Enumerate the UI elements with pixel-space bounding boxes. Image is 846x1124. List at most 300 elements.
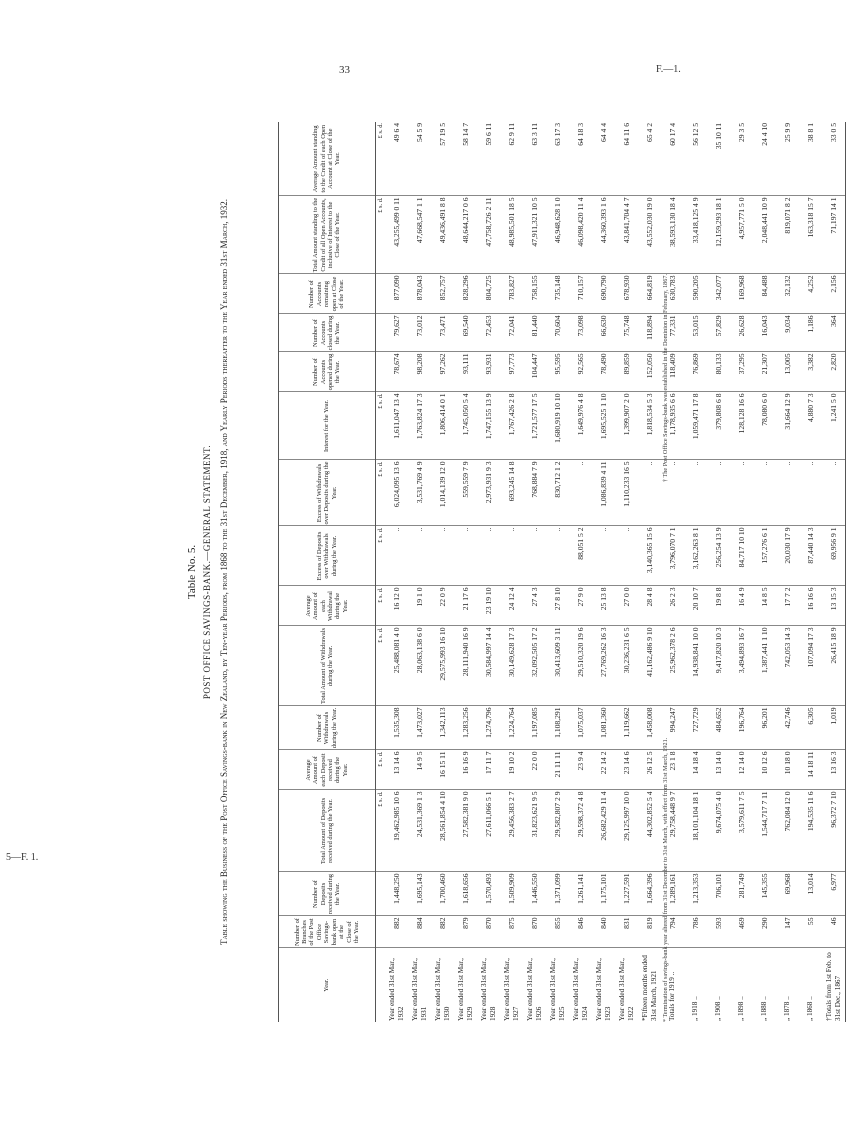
row-year-label: *Fifteen months ended 31st March, 1921 [641,955,658,1021]
footnote-dagger: † The Post Office Savings-bank was established in the Dominion in February, 1867. [662,274,669,482]
table-cell: 29,510,320 19 6 [569,626,592,706]
table-cell: 1,014,139 12 0 [431,460,454,526]
table-row [684,122,707,1022]
table-cell: 25 9 9 [776,122,799,196]
table-cell: 1,611,047 13 4 [385,392,408,460]
table-cell: 84,488 [753,274,776,314]
table-cell: 196,764 [730,706,753,750]
table-cell: 364 [822,314,846,352]
table-cell: 23 9 4 [569,750,592,790]
table-cell: 1,175,101 [592,872,615,916]
table-cell: 73,012 [408,314,431,352]
table-cell: 6,024,095 13 6 [385,460,408,526]
table-row [638,122,661,1022]
table-cell: 1,695,143 [408,872,431,916]
table-cell: 98,208 [408,352,431,392]
table-cell: 26,682,429 11 4 [592,790,615,872]
table-cell: 1,274,796 [477,706,500,750]
table-cell: 71,197 14 1 [822,196,846,274]
table-cell: 9,674,075 4 0 [707,790,730,872]
row-year-label: Year ended 31st Mar., 1930 [434,958,451,1021]
table-cell: 152,050 [638,352,661,392]
table-cell: 1,261,141 [569,872,592,916]
table-row [385,122,408,1022]
table-cell: 79,627 [385,314,408,352]
table-cell: 47,758,726 2 11 [477,196,500,274]
table-cell: 27,611,066 5 1 [477,790,500,872]
table-cell: 1,721,577 17 5 [523,392,546,460]
table-cell: 73,471 [431,314,454,352]
table-cell: 27 4 3 [523,586,546,626]
table-cell: 1,399,907 2 0 [615,392,638,460]
table-cell: 73,098 [569,314,592,352]
table-cell: 630,783 [661,274,684,314]
units-row [376,122,386,1022]
table-cell: 97,262 [431,352,454,392]
table-cell: 33 0 5 [822,122,846,196]
col-header-withdrawals-count: Number of Withdrawals during the Year. [279,706,376,750]
col-header-excess-deposits: Excess of Deposits over Withdrawals during the Year. [279,526,376,586]
table-cell: 17 7 2 [776,586,799,626]
row-year-label: Year ended 31st Mar., 1928 [480,958,497,1021]
table-cell: 1,458,008 [638,706,661,750]
table-cell: 3,140,365 15 6 [638,526,661,586]
table-cell: 593 [707,916,730,948]
col-header-branches: Number of Branches of the Post Office Savings-bank open at the Close of the Year. [279,916,376,948]
table-cell: 42,746 [776,706,799,750]
table-cell: 1,509,909 [500,872,523,916]
table-cell: 10 12 6 [753,750,776,790]
col-header-accounts-opened: Number of Accounts opened during the Year. [279,352,376,392]
table-cell: 3,579,611 7 5 [730,790,753,872]
table-row [615,122,638,1022]
table-row [707,122,730,1022]
table-cell: 1,241 5 0 [822,392,846,460]
row-year-label: †Totals from 1st Feb. to 31st Dec., 1867 [822,948,846,1022]
table-cell: 24 12 4 [500,586,523,626]
row-year-label: „ 1918 .. [691,996,700,1021]
unit-cell [376,948,386,1022]
table-cell: 43,552,030 19 0 [638,196,661,274]
table-cell: 875 [500,916,523,948]
table-cell: 9,034 [776,314,799,352]
table-cell: 118,894 [638,314,661,352]
table-cell: 19 1 0 [408,586,431,626]
table-cell: 78,080 6 0 [753,392,776,460]
table-cell: 57 19 5 [431,122,454,196]
table-cell: .. [408,526,431,586]
table-cell: 559,559 7 9 [454,460,477,526]
table-cell: 57,829 [707,314,730,352]
table-cell: 342,077 [707,274,730,314]
table-cell: 21 17 6 [454,586,477,626]
table-cell: 831 [615,916,638,948]
table-cell: 2,973,931 9 3 [477,460,500,526]
table-cell: 32,132 [776,274,799,314]
footnote-star: * Termination of savings-bank year altered from 31st December to 31st March, with effect from 31st March, 1921. [662,737,669,1022]
row-year-label: Year ended 31st Mar., 1931 [411,958,428,1021]
table-cell: 26,415 18 9 [822,626,846,706]
table-cell: 1,289,161 [661,872,684,916]
table-cell: 1,019 [822,706,846,750]
table-cell: 48,985,501 18 5 [500,196,523,274]
row-year-label: Year ended 31st Mar., 1932 [388,958,405,1021]
table-cell: 24 4 10 [753,122,776,196]
table-cell: 75,748 [615,314,638,352]
table-cell: 13,014 [799,872,822,916]
col-header-accounts-closed: Number of Accounts closed during the Year. [279,314,376,352]
table-row [431,122,454,1022]
unit-cell: £ s. d. [376,460,386,526]
table-cell: 29,575,993 16 10 [431,626,454,706]
table-cell: 870 [477,916,500,948]
unit-cell: £ s. d. [376,196,386,274]
col-header-total-credit: Total Amount standing to the Credit of all Open Accounts, inclusive of Interest to the Close of the Year. [279,196,376,274]
row-year-label: Year ended 31st Mar., 1924 [572,958,589,1021]
column-header-row [279,122,376,1022]
table-cell: 1,680,919 10 10 [546,392,569,460]
table-cell: 27 9 0 [569,586,592,626]
table-cell: 1,763,824 17 3 [408,392,431,460]
table-cell: 65 4 2 [638,122,661,196]
table-cell: 768,884 7 9 [523,460,546,526]
table-heading: POST OFFICE SAVINGS-BANK.—GENERAL STATEMENT. [202,444,212,700]
unit-cell: £ s. d. [376,626,386,706]
table-cell: 29,598,372 4 8 [569,790,592,872]
table-cell: .. [592,526,615,586]
table-cell: 22 0 9 [431,586,454,626]
table-cell: 870 [523,916,546,948]
table-cell: 1,224,764 [500,706,523,750]
table-cell: 29 3 5 [730,122,753,196]
table-cell: 35 10 11 [707,122,730,196]
table-row [753,122,776,1022]
table-cell: 28,111,940 16 9 [454,626,477,706]
table-cell: 30,236,231 6 5 [615,626,638,706]
table-cell: 107,094 17 3 [799,626,822,706]
row-year-label: „ 1908 .. [714,996,723,1021]
table-cell: 379,808 6 8 [707,392,730,460]
table-cell: 27,582,381 9 0 [454,790,477,872]
table-cell: 882 [431,916,454,948]
row-year-label: Totals for 1919 .. [668,971,677,1021]
table-cell: 281,749 [730,872,753,916]
table-cell: 9,417,820 10 3 [707,626,730,706]
table-row [523,122,546,1022]
table-cell: 783,827 [500,274,523,314]
table-cell: 28 4 8 [638,586,661,626]
table-cell: 786 [684,916,707,948]
table-cell: 16 16 9 [454,750,477,790]
table-cell: 21 11 11 [546,750,569,790]
table-cell: 16 15 11 [431,750,454,790]
table-cell: 84,717 10 10 [730,526,753,586]
col-header-accounts-open: Number of Accounts remaining open at Close of the Year. [279,274,376,314]
table-cell: 194,535 11 6 [799,790,822,872]
table-cell: 819,071 8 2 [776,196,799,274]
table-body [385,122,846,1022]
table-cell: 64 18 3 [569,122,592,196]
table-cell: 56 12 5 [684,122,707,196]
table-cell: 44,302,852 5 4 [638,790,661,872]
table-cell: 3,531,769 4 9 [408,460,431,526]
table-cell: .. [454,526,477,586]
table-cell: 78,490 [592,352,615,392]
table-cell: 157,276 6 1 [753,526,776,586]
table-cell: 828,296 [454,274,477,314]
col-header-withdrawal-average: Average Amount of each Withdrawal during the Year. [279,586,376,626]
table-cell: 727,729 [684,706,707,750]
table-cell: 78,674 [385,352,408,392]
table-cell: 66,630 [592,314,615,352]
col-header-interest: Interest for the Year. [279,392,376,460]
table-cell: 63 17 3 [546,122,569,196]
table-cell: 13 15 3 [822,586,846,626]
unit-cell [376,352,386,392]
rotated-table-region [178,122,842,1022]
table-cell: .. [431,526,454,586]
table-cell: 47,911,321 10 5 [523,196,546,274]
table-cell: 30,149,628 17 3 [500,626,523,706]
unit-cell: £ s. d. [376,790,386,872]
page-footer-left-marker: 5—F. 1. [6,852,39,863]
table-cell: 3,494,893 16 7 [730,626,753,706]
table-cell: 53,015 [684,314,707,352]
unit-cell: £ s. d. [376,392,386,460]
table-cell: 735,148 [546,274,569,314]
row-year-label: Year ended 31st Mar., 1926 [526,958,543,1021]
table-cell: 72,041 [500,314,523,352]
table-cell: 994,247 [661,706,684,750]
table-cell: 10 18 0 [776,750,799,790]
col-header-average-credit: Average Amount standing to the Credit of each Open Account at Close of the Year. [279,122,376,196]
table-row [592,122,615,1022]
table-cell: 128,128 16 6 [730,392,753,460]
table-cell: 64 11 6 [615,122,638,196]
unit-cell: £ s. d. [376,586,386,626]
row-year-label: Year ended 31st Mar., 1922 [618,958,635,1021]
table-cell: 16 4 9 [730,586,753,626]
row-year-label: Year ended 31st Mar., 1925 [549,958,566,1021]
table-cell: 43,255,499 0 11 [385,196,408,274]
table-cell: 20 10 7 [684,586,707,626]
table-cell: 3,382 [799,352,822,392]
table-cell: 12,159,293 18 1 [707,196,730,274]
table-cell: 31,823,621 9 5 [523,790,546,872]
table-cell: 879 [454,916,477,948]
table-cell: .. [569,460,592,526]
table-cell: 29,456,383 2 7 [500,790,523,872]
table-cell: .. [385,526,408,586]
table-row [776,122,799,1022]
table-cell: 69,956 9 1 [822,526,846,586]
table-cell: 830,712 1 2 [546,460,569,526]
table-cell: 19,462,985 10 6 [385,790,408,872]
table-cell: 1,745,050 5 4 [454,392,477,460]
table-cell: 14 18 11 [799,750,822,790]
table-cell: 25,488,081 4 0 [385,626,408,706]
table-cell: 33,418,125 4 9 [684,196,707,274]
unit-cell [376,314,386,352]
page-number: 33 [339,64,350,76]
table-cell: .. [776,460,799,526]
table-cell: 1,446,550 [523,872,546,916]
table-cell: 30,584,997 14 4 [477,626,500,706]
table-cell: 1,664,396 [638,872,661,916]
row-year-label: „ 1888 .. [760,996,769,1021]
table-cell: 26 2 3 [661,586,684,626]
table-cell: 70,604 [546,314,569,352]
table-cell: 1,227,591 [615,872,638,916]
table-cell: 23 1 8 [661,750,684,790]
table-row [822,122,846,1022]
table-cell: 27 8 10 [546,586,569,626]
unit-cell: £ s. d. [376,122,386,196]
table-cell: 290 [753,916,776,948]
col-header-deposits-amount: Total Amount of Deposits received during the Year. [279,790,376,872]
table-cell: 87,440 14 3 [799,526,822,586]
table-cell: 24,531,369 1 3 [408,790,431,872]
table-cell: 12 14 0 [730,750,753,790]
table-cell: 804,725 [477,274,500,314]
table-cell: 37,295 [730,352,753,392]
table-cell: 1,806,414 0 1 [431,392,454,460]
table-cell: 17 11 7 [477,750,500,790]
table-cell: 46 [822,916,846,948]
table-cell: 1,371,099 [546,872,569,916]
table-cell: 23 19 10 [477,586,500,626]
table-cell: 1,448,250 [385,872,408,916]
table-cell: 1,747,155 13 9 [477,392,500,460]
table-cell: 16 16 6 [799,586,822,626]
table-cell: 26,628 [730,314,753,352]
table-cell: 1,618,656 [454,872,477,916]
table-cell: 2,048,441 10 9 [753,196,776,274]
col-header-withdrawals-amount: Total Amount of Withdrawals during the Year. [279,626,376,706]
table-cell: 4,880 7 3 [799,392,822,460]
table-cell: 60 17 4 [661,122,684,196]
table-cell: 16,043 [753,314,776,352]
row-year-label: Year ended 31st Mar., 1923 [595,958,612,1021]
table-cell: 1,700,460 [431,872,454,916]
table-cell: 104,447 [523,352,546,392]
table-cell: 46,098,420 11 4 [569,196,592,274]
table-cell: 169,968 [730,274,753,314]
table-cell: 55 [799,916,822,948]
table-cell: 4,957,771 5 0 [730,196,753,274]
table-cell: 884 [408,916,431,948]
table-cell: 14 8 5 [753,586,776,626]
table-cell: .. [707,460,730,526]
table-cell: 26 12 5 [638,750,661,790]
table-cell: 96,372 7 10 [822,790,846,872]
table-cell: 1,213,353 [684,872,707,916]
table-cell: 484,652 [707,706,730,750]
table-cell: 1,767,426 2 8 [500,392,523,460]
table-cell: 28,063,138 6 0 [408,626,431,706]
table-cell: 22 14 2 [592,750,615,790]
table-cell: 855 [546,916,569,948]
table-cell: 1,075,037 [569,706,592,750]
table-cell: 14 9 5 [408,750,431,790]
table-cell: 118,409 [661,352,684,392]
table-number: Table No. 5. [186,544,198,600]
table-cell: 877,090 [385,274,408,314]
table-cell: 145,355 [753,872,776,916]
table-cell: .. [753,460,776,526]
table-cell: 1,081,360 [592,706,615,750]
savings-bank-statement-table [278,122,846,1022]
table-cell: 1,186 [799,314,822,352]
table-cell: 758,155 [523,274,546,314]
table-cell: 93,931 [477,352,500,392]
row-year-label: „ 1878 .. [783,996,792,1021]
table-cell: 1,283,256 [454,706,477,750]
table-cell: 81,440 [523,314,546,352]
table-cell: 1,649,976 4 8 [569,392,592,460]
table-cell: 3,796,070 7 1 [661,526,684,586]
table-cell: 38,593,130 18 4 [661,196,684,274]
table-cell: 1,695,525 1 10 [592,392,615,460]
table-cell: 852,757 [431,274,454,314]
row-year-label: Year ended 31st Mar., 1927 [503,958,520,1021]
table-cell: .. [661,460,684,526]
table-cell: 59 6 11 [477,122,500,196]
table-cell: .. [615,526,638,586]
table-cell: 30,413,609 3 11 [546,626,569,706]
table-cell: .. [477,526,500,586]
table-cell: 163,318 15 7 [799,196,822,274]
table-cell: 878,043 [408,274,431,314]
table-cell: 690,790 [592,274,615,314]
table-cell: 6,977 [822,872,846,916]
table-cell: 6,305 [799,706,822,750]
table-title: Table showing the Business of the Post Office Savings-bank in New Zealand, by Ten-year Periods, from 1868 to the 31st December, 1918, and Yearly Periods thereafter to the Year ended 31st March, 1932. [219,198,229,946]
table-cell: 1,178,935 6 6 [661,392,684,460]
unit-cell [376,872,386,916]
table-cell: 1,108,291 [546,706,569,750]
table-cell: 32,092,505 17 2 [523,626,546,706]
table-cell: 64 4 4 [592,122,615,196]
table-cell: 1,086,839 4 11 [592,460,615,526]
table-cell: 590,205 [684,274,707,314]
table-cell: 19 10 2 [500,750,523,790]
table-cell: 1,059,471 17 8 [684,392,707,460]
table-cell: 23 14 6 [615,750,638,790]
table-cell: 46,948,628 1 0 [546,196,569,274]
table-cell: 25,962,378 2 6 [661,626,684,706]
table-cell: 13,005 [776,352,799,392]
table-cell: 13 14 0 [707,750,730,790]
table-cell: 72,453 [477,314,500,352]
table-cell: 31,664 12 9 [776,392,799,460]
table-row [799,122,822,1022]
table-cell: 49 6 4 [385,122,408,196]
col-header-deposits-count: Number of Deposits received during the Year. [279,872,376,916]
table-cell: 256,254 13 9 [707,526,730,586]
table-cell: 1,342,113 [431,706,454,750]
table-cell: 18,101,104 18 1 [684,790,707,872]
table-cell: .. [799,460,822,526]
table-cell: 14,938,841 10 0 [684,626,707,706]
table-cell: 794 [661,916,684,948]
table-cell: 846 [569,916,592,948]
table-cell: 69,540 [454,314,477,352]
table-cell: 28,561,854 4 10 [431,790,454,872]
table-cell: 882 [385,916,408,948]
table-cell: 93,111 [454,352,477,392]
table-cell: 3,162,263 8 1 [684,526,707,586]
